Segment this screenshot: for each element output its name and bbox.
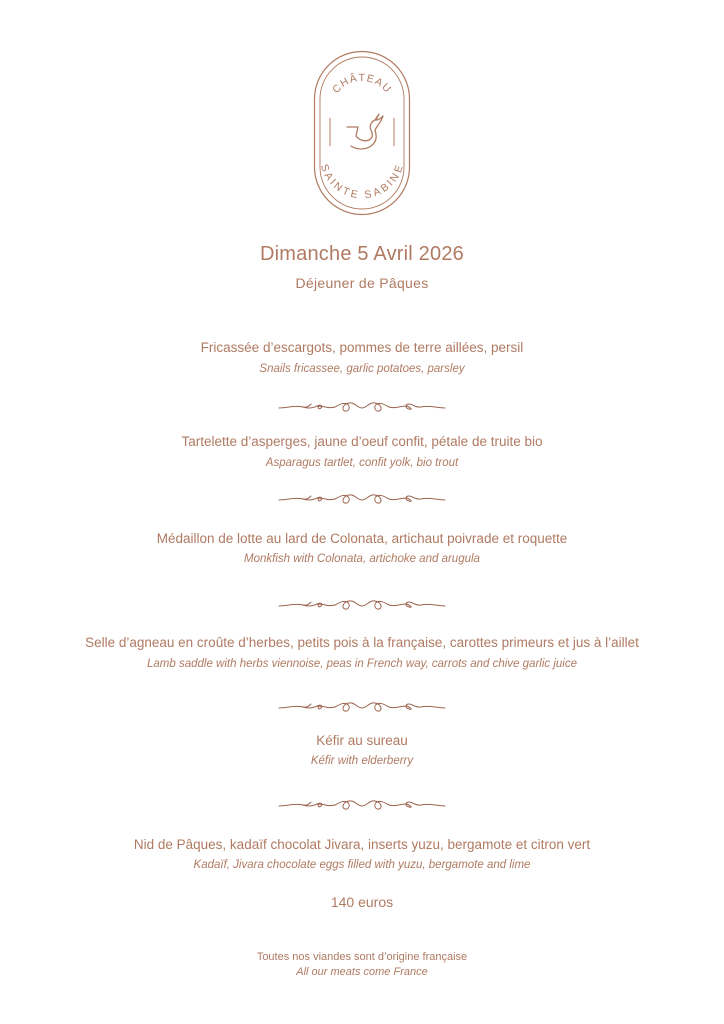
course-4-english: Lamb saddle with herbs viennoise, peas in French way, carrots and chive garlic juice [147, 658, 577, 670]
menu-price: 140 euros [330, 894, 394, 910]
course-1-english: Snails fricassee, garlic potatoes, parsley [259, 363, 465, 375]
course-5-english: Kéfir with elderberry [310, 755, 414, 767]
course-2-french: Tartelette d’asperges, jaune d’oeuf confit, pétale de truite bio [181, 434, 543, 449]
course-6-english: Kadaïf, Jivara chocolate eggs filled with yuzu, bergamote and lime [193, 859, 531, 871]
course-3-english: Monkfish with Colonata, artichoke and arugula [244, 553, 480, 565]
menu-subtitle: Déjeuner de Pâques [295, 275, 429, 291]
course-4-french: Selle d’agneau en croûte d’herbes, petits pois à la française, carottes primeurs et jus à l’aillet [85, 635, 639, 650]
course-5-french: Kéfir au sureau [316, 733, 408, 748]
ornament-divider [277, 396, 447, 416]
ornament-divider [277, 488, 447, 508]
ornament-divider [277, 696, 447, 716]
course-6-french: Nid de Pâques, kadaïf chocolat Jivara, inserts yuzu, bergamote et citron vert [133, 837, 591, 852]
menu-date: Dimanche 5 Avril 2026 [260, 243, 464, 265]
chateau-logo [313, 50, 411, 216]
logo-top-text: CHÂTEAU [330, 71, 394, 96]
course-2-english: Asparagus tartlet, confit yolk, bio trout [265, 457, 459, 469]
footer-note-french: Toutes nos viandes sont d’origine française [256, 951, 468, 963]
ornament-divider [277, 794, 447, 814]
footer-note-english: All our meats come France [296, 966, 428, 978]
ornament-divider [277, 594, 447, 614]
course-3-french: Médaillon de lotte au lard de Colonata, artichaut poivrade et roquette [156, 531, 568, 546]
deer-head-icon [347, 114, 383, 149]
course-1-french: Fricassée d’escargots, pommes de terre aillées, persil [200, 340, 524, 355]
logo-bottom-text: SAINTE SABINE [317, 162, 407, 202]
